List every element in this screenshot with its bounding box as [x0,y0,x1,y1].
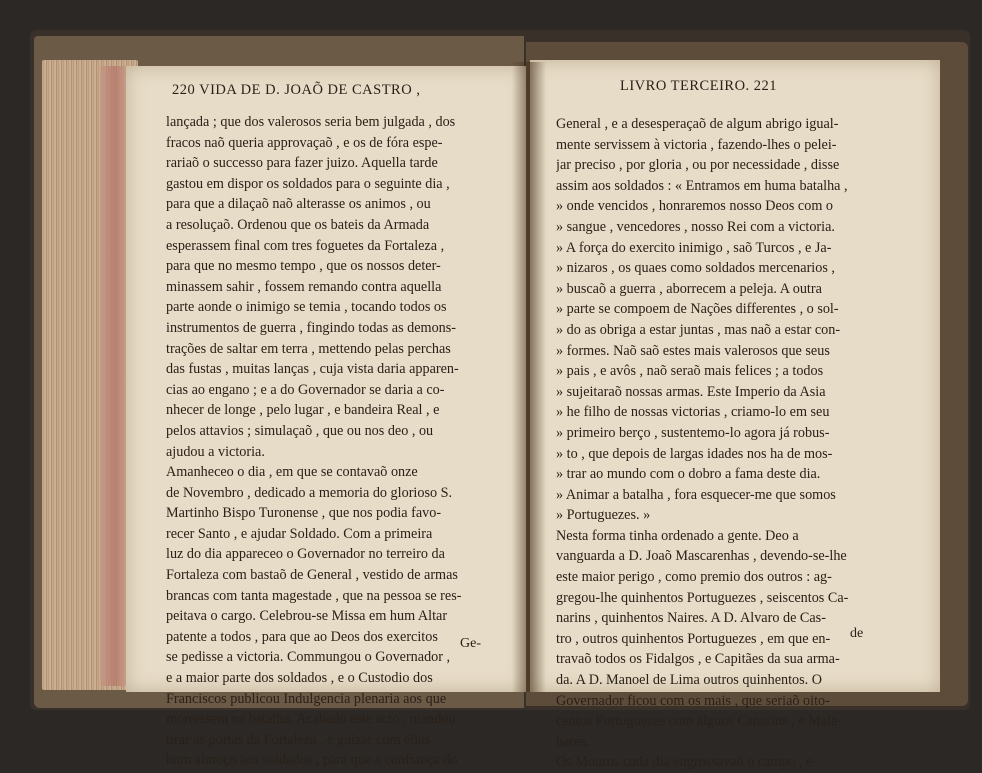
text-line: recer Santo , e ajudar Soldado. Com a primeira [166,525,433,542]
text-line: instrumentos de guerra , fingindo todas as demons- [166,319,456,336]
text-line: tirar as portas da Fortaleza , e guizar com ellas [166,731,430,748]
text-line: Franciscos publicou Indulgencia plenaria aos que [166,690,447,707]
left-page-text [166,112,504,771]
text-line: » Animar a batalha , fora esquecer-me que somos [556,486,836,503]
text-line: trações de saltar em terra , mettendo pelas perchas [166,340,451,357]
text-line: parte aonde o inimigo se temia , tocando todos os [166,299,447,316]
book-gutter [512,62,546,692]
text-line: gastou em dispor os soldados para o seguinte dia , [166,175,450,192]
text-line: » buscaõ a guerra , aborrecem a peleja. A outra [556,280,822,297]
text-line: » he filho de nossas victorias , criamo-lo em seu [556,404,830,421]
text-line: » to , que depois de largas idades nos ha de mos- [556,445,833,462]
text-line: General , e a desesperaçaõ de algum abrigo igual- [556,116,839,132]
text-line: centos Portuguezes com alguns Canarins , e Mala- [556,713,843,730]
text-line: mente servissem à victoria , fazendo-lhes o pelei- [556,136,837,153]
text-line: » primeiro berço , sustentemo-lo agora já robus- [556,424,830,441]
text-line: e a maior parte dos soldados , e o Custodio dos [166,670,433,687]
text-line: Os Mouros cada dia engrossavaõ o campo , e [556,754,813,771]
text-line: luz do dia appareceo o Governador no terreiro da [166,546,445,563]
text-line: peitava o cargo. Celebrou-se Missa em hum Altar [166,608,448,625]
text-line: » nizaros , os quaes como soldados mercenarios , [556,260,835,277]
text-line: a resoluçaõ. Ordenou que os bateis da Armada [166,216,430,233]
text-line: » onde vencidos , honraremos nosso Deos com o [556,198,834,215]
right-catchword: de [850,626,864,641]
text-line: esperassem final com tres foguetes da Fortaleza , [166,237,445,254]
right-page-text [556,114,906,773]
left-page-header: 220 VIDA DE D. JOAÕ DE CASTRO , [172,82,421,98]
text-line: » A força do exercito inimigo , saõ Turcos , e Ja- [556,239,832,256]
text-line: » do as obriga a estar juntas , mas naõ a estar con- [556,321,841,338]
text-line: brancas com tanta magestade , que na pessoa se res- [166,587,462,604]
text-line: hum almoço aos soldados , para que a confiança do [166,752,458,769]
text-line: Governador ficou com os mais , que seriaõ oito- [556,692,830,709]
text-line: » pais , e avôs , naõ seraõ mais felices ; a todos [556,363,824,380]
text-line: patente a todos , para que ao Deos dos exercitos [166,628,438,645]
text-line: » formes. Naõ saõ estes mais valerosos que seus [556,342,830,359]
text-line: de Novembro , dedicado a memoria do glorioso S. [166,484,453,501]
text-line: da. A D. Manoel de Lima outros quinhentos. O [556,672,822,689]
text-line: tro , outros quinhentos Portuguezes , em que en- [556,630,831,647]
text-line: das fustas , muitas lanças , cuja vista daria apparen- [166,361,459,378]
text-line: para que no mesmo tempo , que os nossos deter- [166,258,441,275]
text-line: Fortaleza com bastaõ de General , vestido de armas [166,567,458,584]
text-line: este maior perigo , como premio dos outros : ag- [556,569,832,586]
text-line: jar preciso , por gloria , ou por necessidade , disse [556,157,840,174]
text-line: para que a dilaçaõ naõ alterasse os animos , ou [166,196,431,213]
text-line: lançada ; que dos valerosos seria bem julgada , dos [166,114,456,130]
text-line: travaõ todos os Fidalgos , e Capitães da sua arma- [556,651,840,668]
text-line: bares. [556,733,590,750]
text-line: assim aos soldados : « Entramos em huma batalha , [556,177,848,194]
text-line: narins , quinhentos Naires. A D. Alvaro de Cas- [556,610,826,627]
text-line: » sujeitaraõ nossas armas. Este Imperio da Asia [556,383,826,400]
text-line: » sangue , vencedores , nosso Rei com a victoria. [556,218,835,235]
text-line: Nesta forma tinha ordenado a gente. Deo a [556,527,799,544]
text-line: Martinho Bispo Turonense , que nos podia favo- [166,505,442,522]
text-line: gregou-lhe quinhentos Portuguezes , seiscentos Ca- [556,589,849,606]
text-line: fracos naõ queria approvaçaõ , e os de fóra espe- [166,134,443,151]
text-line: Amanheceo o dia , em que se contavaõ onze [166,464,418,481]
text-line: » trar ao mundo com o dobro a fama deste dia. [556,466,821,483]
left-page [126,66,526,769]
text-line: » parte se compoem de Nações differentes , o sol- [556,301,839,318]
text-line: ajudou a victoria. [166,443,265,460]
right-page [530,60,940,771]
right-page-header: LIVRO TERCEIRO. 221 [620,78,778,94]
text-line: rariaõ o successo para fazer juizo. Aquella tarde [166,155,438,172]
text-line: se pedisse a victoria. Commungou o Governador , [166,649,451,666]
left-catchword: Ge- [460,636,481,651]
text-line: vanguarda a D. Joaõ Mascarenhas , devendo-se-lhe [556,548,847,565]
text-line: morressem na batalha. Acabado este acto , mandou [166,711,456,728]
text-line: pelos attavios ; simulaçaõ , que ou nos deo , ou [166,422,434,439]
text-line: cias ao engano ; e a do Governador se daria a co- [166,381,445,398]
text-line: minassem sahir , fossem remando contra aquella [166,278,442,295]
text-line: » Portuguezes. » [556,507,651,524]
text-line: nhecer de longe , pelo lugar , e bandeira Real , e [166,402,440,419]
